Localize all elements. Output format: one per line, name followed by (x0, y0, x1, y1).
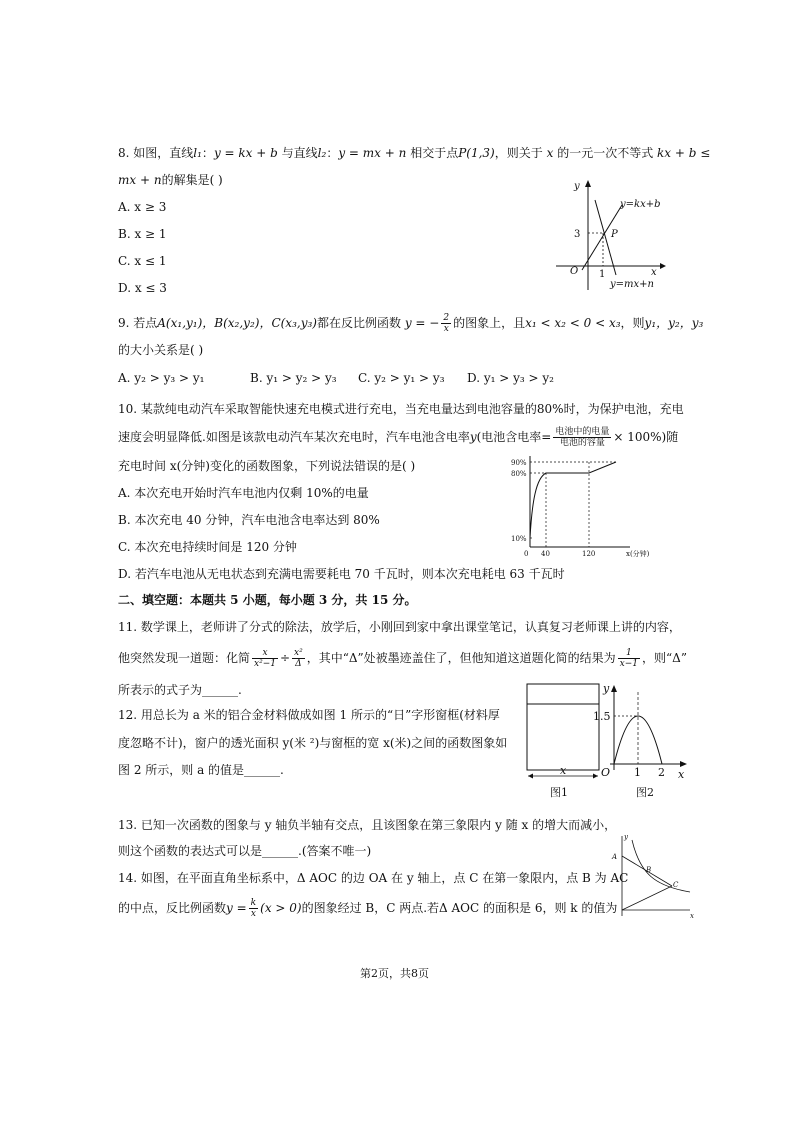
section2-heading: 二、填空题：本题共 5 小题，每小题 3 分，共 15 分。 (118, 593, 417, 607)
q14-frac: $\frac{k}{x}$ (250, 898, 257, 919)
q10-option-d: D. 若汽车电池从无电状态到充满电需要耗电 70 千瓦时，则本次充电耗电 63 千瓦时 (118, 567, 565, 581)
q12-stem-line3: 图 2 所示，则 a 的值是______. (118, 763, 284, 777)
q9-option-c: C. y₂ > y₁ > y₃ (358, 371, 445, 385)
q10-curve (530, 462, 616, 538)
q14-label-y: y (624, 833, 628, 841)
q8-p-label: P (611, 229, 618, 240)
q8-option-a: A. x ≥ 3 (118, 200, 167, 214)
q9-stem-line2: 的大小关系是( ) (118, 343, 204, 357)
q8-l2-label: y=mx+n (610, 279, 654, 290)
q11-stem-line3: 所表示的式子为______. (118, 683, 242, 697)
q14-label-a: A (612, 853, 618, 861)
q11-stem-line1: 11. 数学课上，老师讲了分式的除法，放学后，小刚回到家中拿出课堂笔记，认真复习老师课上讲的内容， (118, 620, 681, 634)
q8-three-label: 3 (574, 229, 581, 240)
q12-stem-line1: 12. 用总长为 a 米的铝合金材料做成如图 1 所示的“日”字形窗框(材料厚 (118, 708, 500, 722)
q8-x-label: x (651, 267, 657, 278)
q10-label-80: 80% (511, 470, 527, 478)
q10-stem-line2: 速度会明显降低.如图是该款电动汽车某次充电时，汽车电池含电率y(电池含电率= $\frac{\text{电池中的电量}}{\text{电池的容量}}$ × 100%)随 (118, 427, 679, 448)
q12-fig2-x-arrow (680, 761, 687, 767)
q12-figure2 (592, 680, 692, 800)
q9-func-frac: $\frac{2}{x}$ (443, 313, 450, 334)
q8-origin-label: O (570, 266, 579, 277)
q12-stem-line2: 度忽略不计)，窗户的透光面积 y(米 ²)与窗框的宽 x(米)之间的函数图象如 (118, 736, 508, 750)
q12-fig2-one: 1 (634, 766, 641, 779)
q14-label-b: B (646, 866, 652, 874)
q14-hyperbola (632, 840, 690, 892)
q12-frame-outer (527, 684, 599, 770)
q9-stem-line1: 9. 若点A(x₁,y₁)，B(x₂,y₂)，C(x₃,y₃)都在反比例函数 y = − $\frac{2}{x}$ 的图象上，且x₁ < x₂ < 0 < x₃，则y₁，y₂，y₃ (118, 313, 704, 334)
q10-graph (508, 452, 668, 562)
q10-stem-line3: 充电时间 x(分钟)变化的函数图象，下列说法错误的是( ) (118, 459, 416, 473)
page-footer: 第2页，共8页 (360, 967, 429, 980)
q9-option-a: A. y₂ > y₃ > y₁ (118, 371, 205, 385)
q10-label-90: 90% (511, 459, 527, 467)
q12-fig2-caption: 图2 (636, 786, 654, 799)
q12-fig2-two: 2 (658, 766, 665, 779)
q8-option-c: C. x ≤ 1 (118, 254, 167, 268)
q14-label-x: x (690, 912, 694, 920)
q14-segment-oc (622, 886, 672, 910)
q8-y-arrow (585, 180, 591, 187)
q10-label-0: 0 (524, 550, 529, 558)
q14-label-c: C (673, 881, 679, 889)
q10-xlabel: x(分钟) (626, 550, 650, 558)
q11-frac1: $\frac{x}{\text{x²−1}}$ (254, 648, 276, 669)
q8-stem-line2: mx + n的解集是( ) (118, 173, 223, 187)
q10-label-10: 10% (511, 535, 527, 543)
q13-stem-line1: 13. 已知一次函数的图象与 y 轴负半轴有交点，且该图象在第三象限内 y 随 x 的增大而减小， (118, 818, 617, 832)
q10-option-b: B. 本次充电 40 分钟，汽车电池含电率达到 80% (118, 513, 380, 527)
q8-stem-line1: 8. 如图，直线l₁：y = kx + b 与直线l₂：y = mx + n 相交于点P(1,3)，则关于 x 的一元一次不等式 kx + b ≤ (118, 146, 711, 160)
q14-graph (610, 828, 700, 923)
q8-option-d: D. x ≤ 3 (118, 281, 167, 295)
q10-label-120: 120 (582, 550, 596, 558)
q14-stem-line2: 的中点，反比例函数y = $\frac{k}{x}$ (x > 0)的图象经过 B，C 两点.若Δ AOC 的面积是 6，则 k 的值为 (118, 898, 618, 919)
q10-stem-line1: 10. 某款纯电动汽车采取智能快速充电模式进行充电，当充电量达到电池容量的80%时，为保护电池，充电 (118, 402, 684, 416)
q12-fig1-x: x (560, 764, 567, 777)
q10-option-c: C. 本次充电持续时间是 120 分钟 (118, 540, 297, 554)
q8-one-label: 1 (599, 269, 606, 280)
q8-option-b: B. x ≥ 1 (118, 227, 167, 241)
q10-frac: $\frac{\text{电池中的电量}}{\text{电池的容量}}$ (555, 427, 610, 448)
q13-stem-line2: 则这个函数的表达式可以是______.(答案不唯一) (118, 844, 372, 858)
q11-frac3: $\frac{1}{x-1}$ (619, 648, 639, 669)
q12-fig2-y: y (603, 682, 610, 695)
q8-l1-label: y=kx+b (620, 199, 661, 210)
q12-arrow-left (528, 774, 533, 779)
q12-fig2-x: x (678, 768, 685, 781)
q10-label-40: 40 (541, 550, 550, 558)
q8-y-label: y (574, 181, 580, 192)
q9-option-b: B. y₁ > y₂ > y₃ (250, 371, 337, 385)
q9-option-d: D. y₁ > y₃ > y₂ (467, 371, 554, 385)
q11-frac2: $\frac{\text{x²}}{\Delta}$ (294, 648, 303, 669)
q8-x-arrow (660, 263, 666, 269)
q8-graph (548, 175, 678, 295)
q14-stem-line1: 14. 如图，在平面直角坐标系中，Δ AOC 的边 OA 在 y 轴上，点 C 在第一象限内，点 B 为 AC (118, 871, 629, 885)
q10-option-a: A. 本次充电开始时汽车电池内仅剩 10%的电量 (118, 486, 369, 500)
q12-fig1-caption: 图1 (550, 786, 568, 799)
q12-fig2-y-arrow (611, 685, 617, 692)
q11-stem-line2: 他突然发现一道题：化简 $\frac{x}{\text{x²−1}}$ ÷ $\frac{\text{x²}}{\Delta}$ ，其中“Δ”处被墨迹盖住了，但他知道这道题化简的结果为 $\frac{1}{x-1}$ ，则“Δ” (118, 648, 687, 669)
q12-fig2-peak: 1.5 (593, 710, 611, 723)
q12-fig2-origin: O (601, 766, 611, 779)
